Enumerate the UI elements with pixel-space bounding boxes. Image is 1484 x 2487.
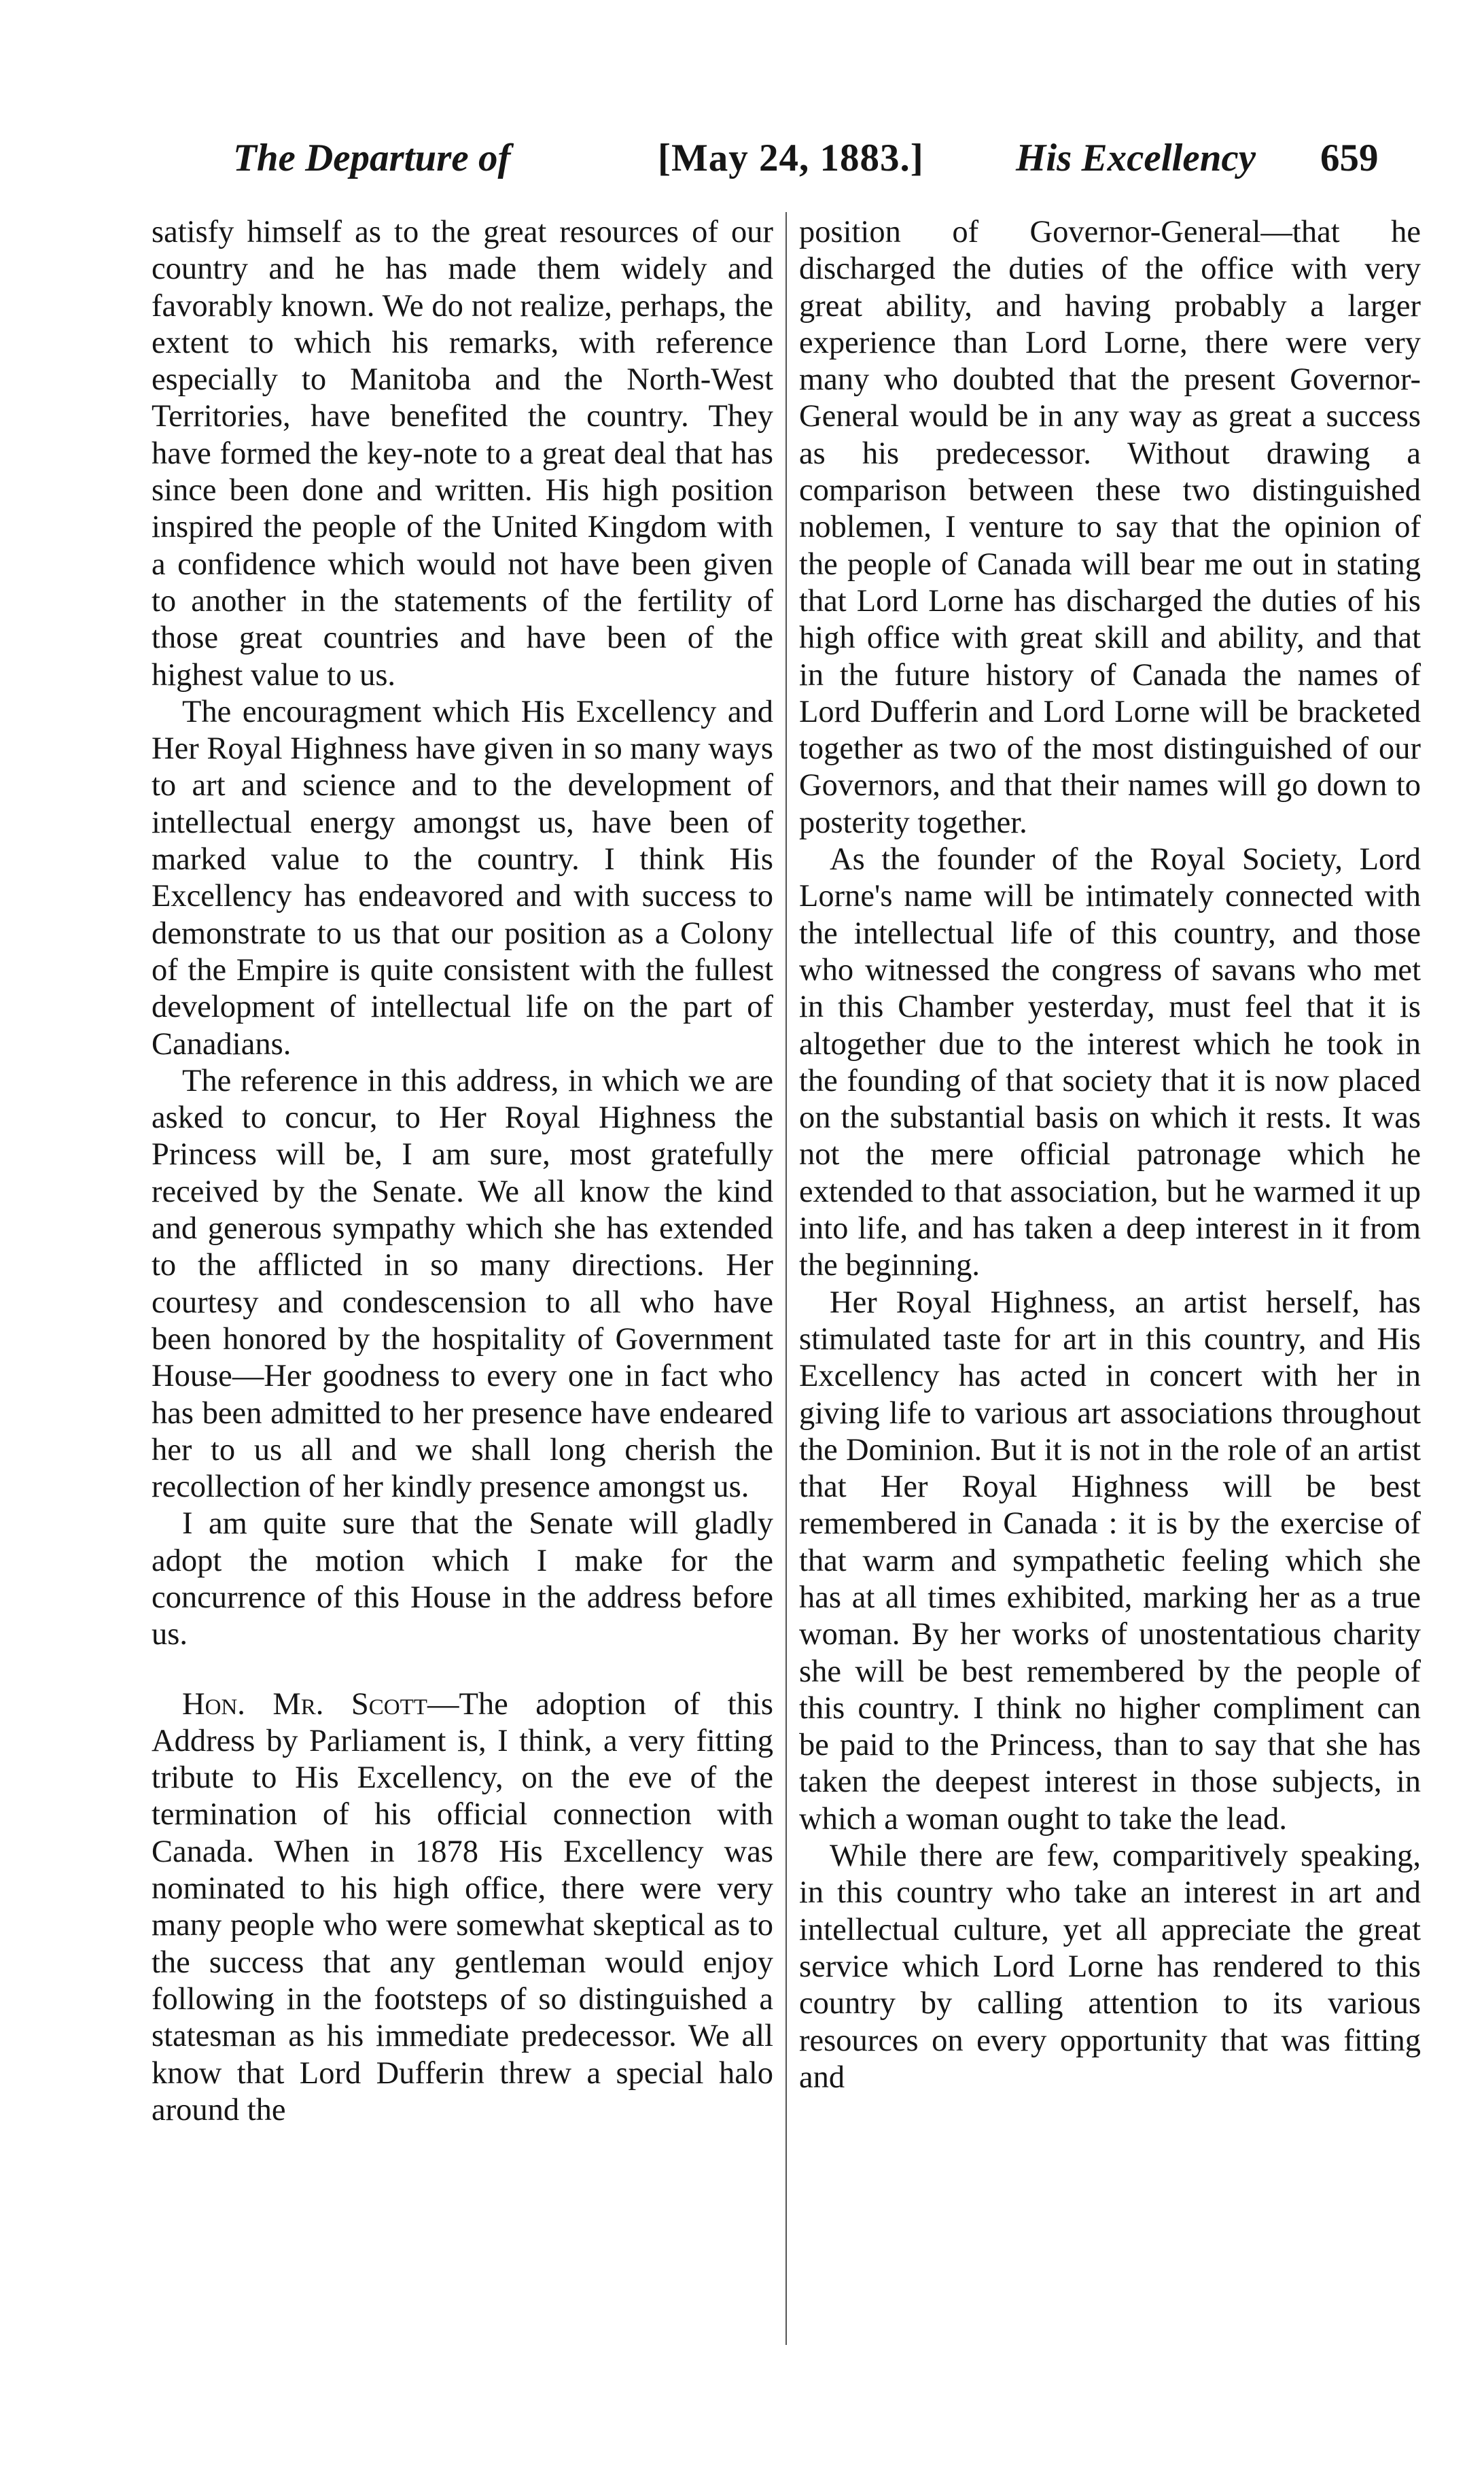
paragraph: position of Governor-General—that he discharged the duties of the office with very great ability, and having probably a larger experience than Lord Lorne, there were very many who doubted that the present Governor-General would be in any way as great a success as his predecessor. Without drawing a comparison between these two distinguished noblemen, I venture to say that the opinion of the people of Canada will bear me out in stating that Lord Lorne has discharged the duties of his high office with great skill and ability, and that in the future history of Canada the names of Lord Dufferin and Lord Lorne will be bracketed together as two of the most distinguished of our Governors, and that their names will go down to posterity together. bbox=[799, 215, 1421, 840]
paragraph-gap bbox=[152, 1654, 773, 1686]
right-column bbox=[799, 214, 1421, 2096]
column-divider bbox=[785, 212, 787, 2345]
paragraph: Her Royal Highness, an artist herself, has stimulated taste for art in this country, and His Excellency has acted in concert with her in giving life to various art associations throughout the Dominion. But it is not in the role of an artist that Her Royal Highness will be best remembered in Canada : it is by the exercise of that warm and sympathetic feeling which she has at all times exhibited, marking her as a true woman. By her works of unostentatious charity she will be best remembered by the people of this country. I think no higher compliment can be paid to the Princess, than to say that she has taken the deepest interest in those subjects, in which a woman ought to take the lead. bbox=[799, 1285, 1421, 1837]
paragraph: The encouragment which His Excellency and Her Royal Highness have given in so many ways to art and science and to the development of intellectual energy amongst us, have been of marked value to the country. I think His Excellency has endeavored and with success to demonstrate to us that our position as a Colony of the Empire is quite consistent with the fullest development of intellectual life on the part of Canadians. bbox=[152, 694, 773, 1062]
paragraph: As the founder of the Royal Society, Lord Lorne's name will be intimately connected with the intellectual life of this country, and those who witnessed the congress of savans who met in this Chamber yesterday, must feel that it is altogether due to the interest which he took in the founding of that society that it is now placed on the substantial basis on which it rests. It was not the mere official patronage which he extended to that association, but he warmed it up into life, and has taken a deep interest in it from the beginning. bbox=[799, 842, 1421, 1283]
paragraph: I am quite sure that the Senate will gladly adopt the motion which I make for the concurrence of this House in the address before us. bbox=[152, 1506, 773, 1652]
paragraph: The reference in this address, in which we are asked to concur, to Her Royal Highness the Princess will be, I am sure, most gratefully received by the Senate. We all know the kind and generous sympathy which she has extended to the afflicted in so many directions. Her courtesy and condescension to all who have been honored by the hospitality of Government House—Her goodness to every one in fact who has been admitted to her presence have endeared her to us all and we shall long cherish the recollection of her kindly presence amongst us. bbox=[152, 1063, 773, 1505]
speech-text: —The adoption of this Address by Parliament is, I think, a very fitting tribute to His Excellency, on the eve of the termination of his official connection with Canada. When in 1878 His Excellency was nominated to his high office, there were very many people who were somewhat skeptical as to the success that any gentleman would enjoy following in the footsteps of so distinguished a statesman as his immediate predecessor. We all know that Lord Dufferin threw a special halo around the bbox=[152, 1686, 773, 2127]
running-header bbox=[0, 128, 1484, 189]
header-title-right: His Excellency bbox=[1016, 137, 1256, 179]
header-date: [May 24, 1883.] bbox=[658, 137, 924, 179]
paragraph: satisfy himself as to the great resources of our country and he has made them widely and favorably known. We do not realize, perhaps, the extent to which his remarks, with reference especially to Manitoba and the North-West Territories, have benefited the country. They have formed the key-note to a great deal that has since been done and written. His high position inspired the people of the United Kingdom with a confidence which would not have been given to another in the statements of the fertility of those great countries and have been of the highest value to us. bbox=[152, 215, 773, 693]
speaker-name: Hon. Mr. Scott bbox=[182, 1686, 427, 1722]
header-title-left: The Departure of bbox=[233, 137, 511, 179]
page-number: 659 bbox=[1320, 137, 1379, 179]
left-column bbox=[152, 214, 773, 2129]
paragraph: While there are few, comparitively speaking, in this country who take an interest in art and intellectual culture, yet all appreciate the great service which Lord Lorne has rendered to this country by calling attention to its various resources on every opportunity that was fitting and bbox=[799, 1839, 1421, 2095]
speech-paragraph bbox=[152, 1686, 773, 2129]
